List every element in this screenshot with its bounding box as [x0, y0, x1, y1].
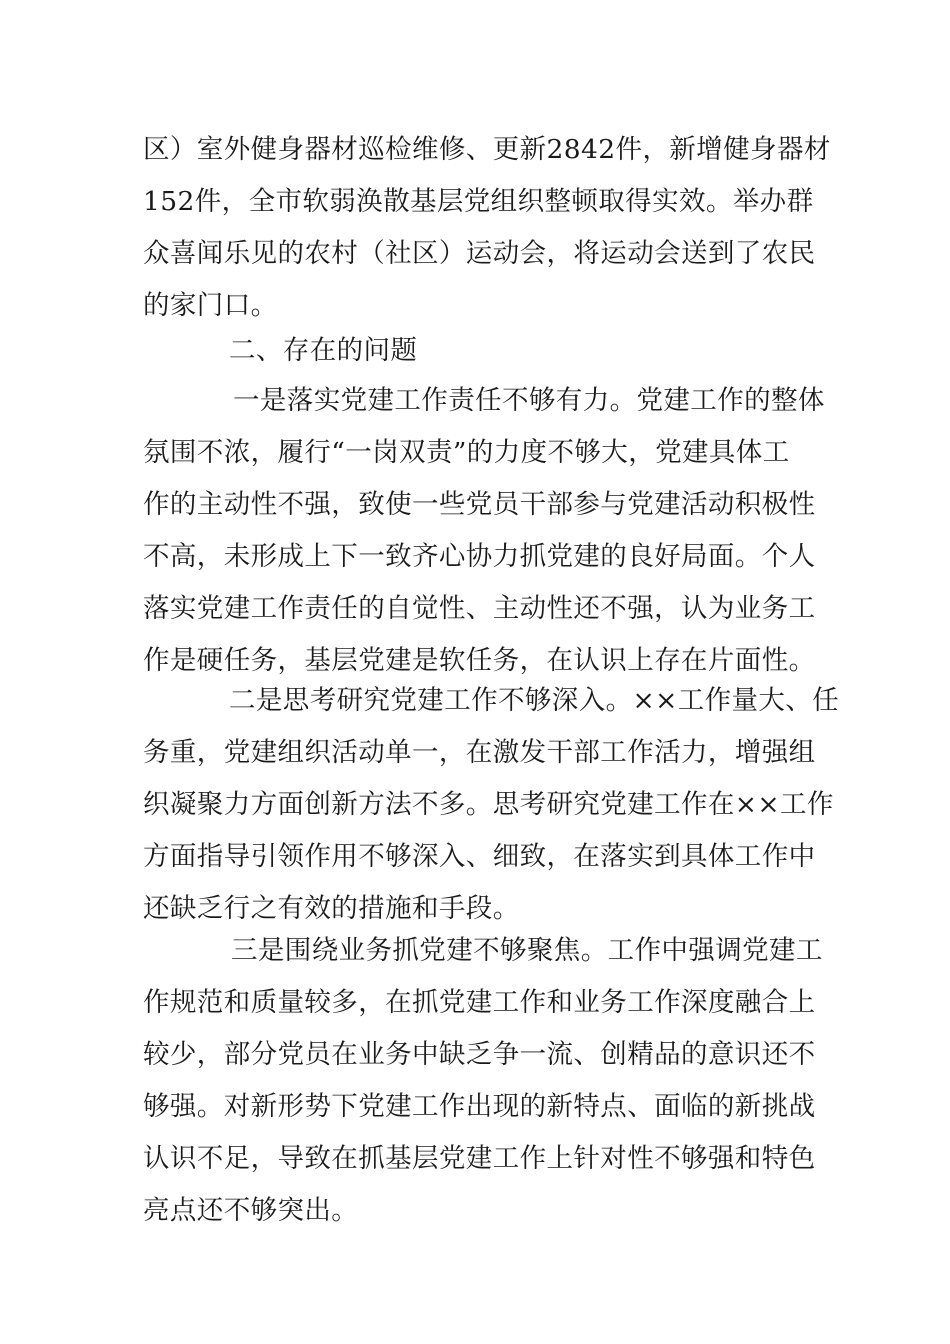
text-line: 一是落实党建工作责任不够有力。党建工作的整体 — [233, 385, 825, 416]
text-line: 区）室外健身器材巡检维修、更新2842件，新增健身器材 — [143, 134, 831, 165]
problem-three-paragraph — [143, 925, 823, 1237]
text-line: 作是硬任务，基层党建是软任务，在认识上存在片面性。 — [143, 645, 816, 676]
text-line: 方面指导引领作用不够深入、细致，在落实到具体工作中 — [143, 841, 816, 872]
text-line: 不高，未形成上下一致齐心协力抓党建的良好局面。个人 — [143, 541, 816, 572]
text-line: 三是围绕业务抓党建不够聚焦。工作中强调党建工 — [231, 935, 823, 966]
paragraph-continuation — [143, 124, 831, 332]
text-line: 亮点还不够突出。 — [143, 1195, 359, 1226]
text-line: 务重，党建组织活动单一，在激发干部工作活力，增强组 — [143, 737, 816, 768]
text-line: 还缺乏行之有效的措施和手段。 — [143, 893, 520, 924]
text-line: 落实党建工作责任的自觉性、主动性还不强，认为业务工 — [143, 593, 816, 624]
section-heading: 二、存在的问题 — [229, 335, 418, 366]
text-line: 认识不足，导致在抓基层党建工作上针对性不够强和特色 — [143, 1143, 816, 1174]
text-line: 较少，部分党员在业务中缺乏争一流、创精品的意识还不 — [143, 1039, 816, 1070]
text-line: 二是思考研究党建工作不够深入。××工作量大、任 — [229, 685, 840, 716]
text-line: 作规范和质量较多，在抓党建工作和业务工作深度融合上 — [143, 987, 816, 1018]
text-line: 众喜闻乐见的农村（社区）运动会，将运动会送到了农民 — [143, 238, 816, 269]
text-line: 152件，全市软弱涣散基层党组织整顿取得实效。举办群 — [143, 186, 814, 217]
text-line: 氛围不浓，履行“一岗双责”的力度不够大，党建具体工 — [143, 437, 790, 468]
text-line: 够强。对新形势下党建工作出现的新特点、面临的新挑战 — [143, 1091, 816, 1122]
text-line: 织凝聚力方面创新方法不多。思考研究党建工作在××工作 — [143, 789, 834, 820]
problem-two-paragraph — [143, 675, 840, 935]
section-heading-block — [143, 325, 813, 377]
text-line: 作的主动性不强，致使一些党员干部参与党建活动积极性 — [143, 489, 816, 520]
text-line: 的家门口。 — [143, 290, 278, 321]
problem-one-paragraph — [143, 375, 825, 687]
